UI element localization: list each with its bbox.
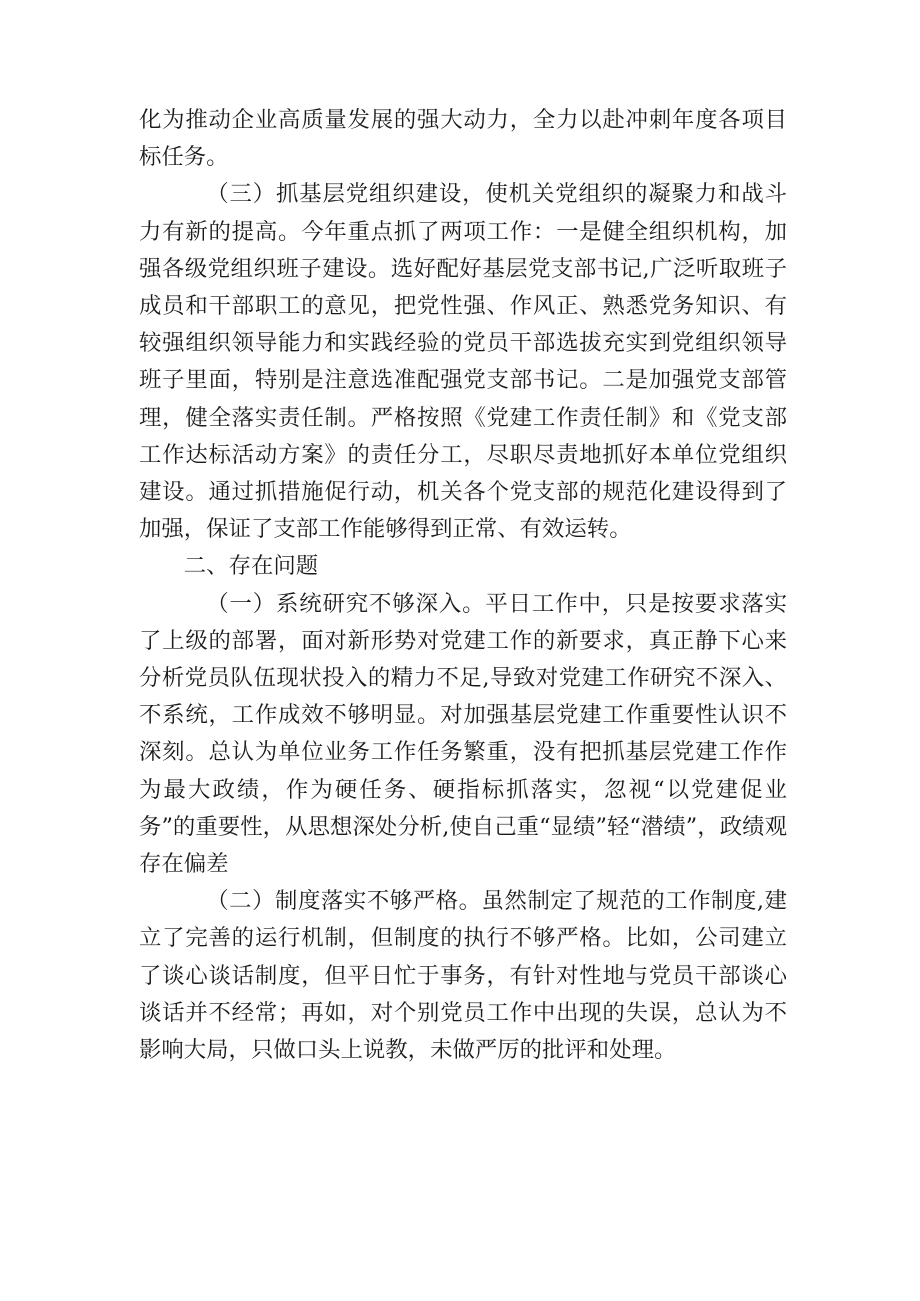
paragraph-problem-one: （一）系统研究不够深入。平日工作中，只是按要求落实了上级的部署，面对新形势对党建工作的新要求，真正静下心来分析党员队伍现状投入的精力不足,导致对党建工作研究不深入、不系统，工作成效不够明显。对加强基层党建工作重要性认识不深刻。总认为单位业务工作任务繁重，没有把抓基层党建工作作为最大政绩，作为硬任务、硬指标抓落实，忽视“以党建促业务”的重要性，从思想深处分析,使自己重“显绩”轻“潜绩”，政绩观存在偏差 (139, 590, 787, 878)
paragraph-continuation: 化为推动企业高质量发展的强大动力，全力以赴冲刺年度各项目标任务。 (139, 107, 787, 171)
section-heading-problems: 二、存在问题 (183, 553, 319, 580)
paragraph-section-three: （三）抓基层党组织建设，使机关党组织的凝聚力和战斗力有新的提高。今年重点抓了两项工作：一是健全组织机构，加强各级党组织班子建设。选好配好基层党支部书记,广泛听取班子成员和干部职工的意见，把党性强、作风正、熟悉党务知识、有较强组织领导能力和实践经验的党员干部选拔充实到党组织领导班子里面，特别是注意选准配强党支部书记。二是加强党支部管理，健全落实责任制。严格按照《党建工作责任制》和《党支部工作达标活动方案》的责任分工，尽职尽责地抓好本单位党组织建设。通过抓措施促行动，机关各个党支部的规范化建设得到了加强，保证了支部工作能够得到正常、有效运转。 (139, 181, 787, 543)
document-body (139, 102, 787, 1069)
paragraph-problem-two: （二）制度落实不够严格。虽然制定了规范的工作制度,建立了完善的运行机制，但制度的执行不够严格。比如，公司建立了谈心谈话制度，但平日忙于事务，有针对性地与党员干部谈心谈话并不经常；再如，对个别党员工作中出现的失误，总认为不影响大局，只做口头上说教，未做严厉的批评和处理。 (139, 888, 787, 1064)
